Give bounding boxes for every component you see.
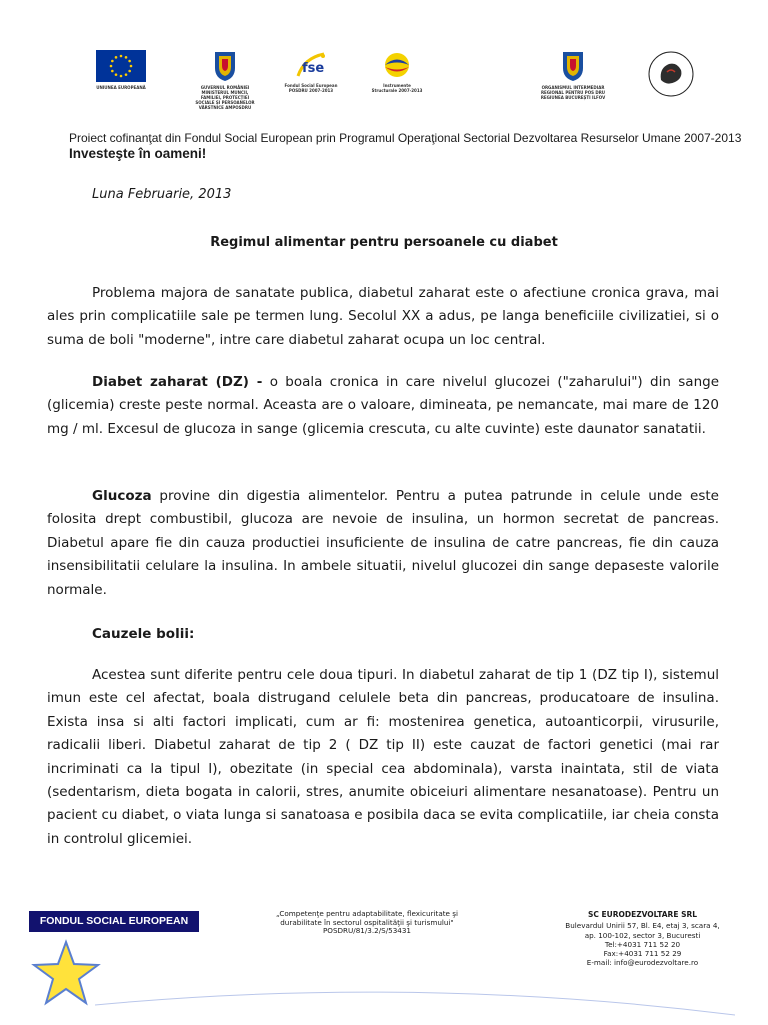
romania-coat-of-arms-logo bbox=[195, 50, 255, 110]
paragraph-glucoza bbox=[47, 485, 719, 602]
motto: Investeşte în oameni! bbox=[69, 146, 207, 161]
paragraph-diabet-zaharat bbox=[47, 371, 719, 441]
term-glucoza: Glucoza bbox=[92, 488, 152, 504]
svg-text:fse: fse bbox=[302, 61, 325, 76]
decorative-wave-icon bbox=[95, 985, 735, 1025]
fax: Fax:+4031 711 52 29 bbox=[603, 949, 682, 959]
company-contact bbox=[540, 910, 745, 968]
email-link[interactable]: E-mail: info@eurodezvoltare.ro bbox=[586, 958, 699, 968]
project-info-line-3: POSDRU/81/3.2/S/53431 bbox=[322, 926, 412, 936]
fse-icon bbox=[294, 50, 328, 80]
coat-of-arms-label: GUVERNUL ROMÂNIEI MINISTERUL MUNCII, FAMILIEI, PROTECȚIEI SOCIALE ȘI PERSOANELOR VÂRSTNICE AMPOSDRU bbox=[195, 85, 255, 110]
fund-badge: FONDUL SOCIAL EUROPEAN bbox=[29, 911, 199, 932]
document-title: Regimul alimentar pentru persoanele cu diabet bbox=[210, 235, 558, 250]
definition-diabet-zaharat: o boala cronica in care nivelul glucozei ("zaharului") din sange (glicemia) creste peste normal. Aceasta are o valoare, dimineata, pe nemancate, mai mare de 120 mg / ml. Excesul de glucoza in sange (glicemia crescuta, cu alte cuvinte) este daunator sanatatii. bbox=[47, 374, 719, 437]
oirposdru-label: ORGANISMUL INTERMEDIAR REGIONAL PENTRU POS DRU REGIUNEA BUCUREȘTI ILFOV bbox=[540, 85, 606, 100]
oirposdru-coat-icon bbox=[559, 50, 587, 82]
paragraph-intro: Problema majora de sanatate publica, diabetul zaharat este o afectiune cronica grava, mai ales prin complicatiile sale pe termen lung. Secolul XX a adus, pe langa beneficiile civilizatiei, si o suma de boli "moderne", intre care diabetul zaharat ocupa un loc central. bbox=[47, 285, 719, 348]
instrumente-structurale-logo bbox=[370, 50, 424, 93]
project-statement: Proiect cofinanţat din Fondul Social European prin Programul Operaţional Sectorial Dezvoltarea Resurselor Umane 2007-2013 bbox=[69, 131, 742, 145]
address-line-1: Bulevardul Unirii 57, Bl. E4, etaj 3, scara 4, bbox=[565, 921, 720, 931]
fse-logo bbox=[283, 50, 339, 93]
fse-label: Fondul Social European POSDRU 2007-2013 bbox=[284, 83, 338, 93]
section-heading-cauze: Cauzele bolii: bbox=[92, 626, 195, 642]
project-info bbox=[262, 910, 472, 936]
project-info-line-1: „Competenţe pentru adaptabilitate, flexicuritate şi bbox=[276, 909, 458, 918]
eurodezvoltare-icon bbox=[647, 50, 695, 98]
coat-of-arms-icon bbox=[211, 50, 239, 82]
definition-glucoza: provine din digestia alimentelor. Pentru a putea patrunde in celule unde este folosita drept combustibil, glucoza are nevoie de insulina, un hormon secretat de pancreas. Diabetul apare fie din cauza productiei insuficiente de insulina de catre pancreas, fie din cauza insensibilitatii celulare la insulina. In ambele situatii, nivelul glucozei din sange depaseste valorile normale. bbox=[47, 488, 719, 598]
term-diabet-zaharat: Diabet zaharat (DZ) - bbox=[92, 374, 263, 390]
company-name: SC EURODEZVOLTARE SRL bbox=[587, 910, 698, 919]
instrumente-structurale-label: Instrumente Structurale 2007-2013 bbox=[371, 83, 423, 93]
eu-flag-label: UNIUNEA EUROPEANĂ bbox=[96, 85, 146, 90]
yellow-star-icon bbox=[30, 938, 102, 1010]
oirposdru-logo bbox=[540, 50, 606, 100]
document-date: Luna Februarie, 2013 bbox=[92, 187, 232, 202]
eurodezvoltare-logo bbox=[645, 50, 697, 99]
project-info-line-2: durabilitate în sectorul ospitalităţii şi turismului" bbox=[280, 917, 454, 927]
eu-flag-logo bbox=[94, 50, 148, 90]
paragraph-cauze: Acestea sunt diferite pentru cele doua tipuri. In diabetul zaharat de tip 1 (DZ tip I), sistemul imun este cel afectat, boala distrugand celulele beta din pancreas, producatoare de insulina. Exista insa si alti factori implicati, cum ar fi: mostenirea genetica, autoanticorpii, virusurile, radicalii liberi. Diabetul zaharat de tip 2 ( DZ tip II) este cauzat de factori genetici (mai rar incriminati ca la tipul I), obezitate (in special cea abdominala), varsta inaintata, stil de viata (sedentarism, dieta bogata in calorii, stres, anumite obiceiuri alimentare nesanatoase). Pentru un pacient cu diabet, o viata lunga si sanatoasa e posibila daca se evita complicatiile, iar cheia consta in controlul glicemiei. bbox=[47, 667, 719, 847]
eu-flag-icon bbox=[96, 50, 146, 82]
logo-bar bbox=[0, 50, 768, 110]
address-line-2: ap. 100-102, sector 3, Bucuresti bbox=[584, 930, 701, 940]
instrumente-structurale-icon bbox=[381, 50, 413, 80]
phone: Tel:+4031 711 52 20 bbox=[604, 939, 681, 949]
